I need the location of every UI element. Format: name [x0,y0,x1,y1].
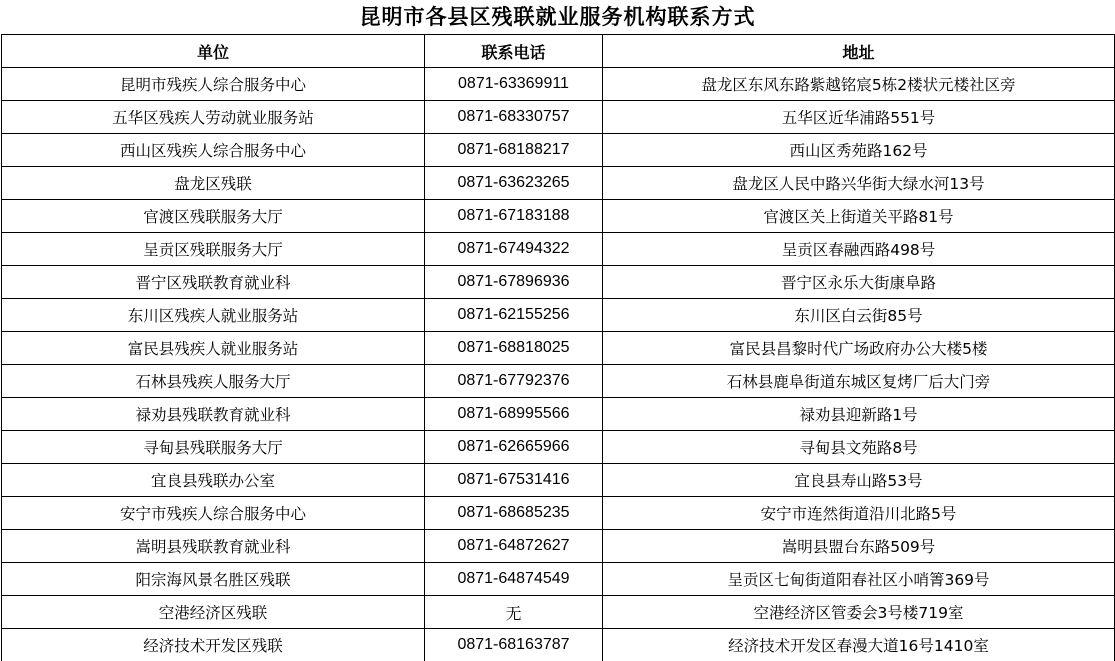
cell-organization: 西山区残疾人综合服务中心 [2,134,425,167]
cell-organization: 富民县残疾人就业服务站 [2,332,425,365]
cell-phone: 无 [425,596,603,629]
table-row [2,497,1115,530]
table-row [2,101,1115,134]
cell-organization: 晋宁区残联教育就业科 [2,266,425,299]
cell-address: 盘龙区东风东路紫越铭宸5栋2楼状元楼社区旁 [603,68,1115,101]
table-row [2,629,1115,661]
cell-address: 宜良县寿山路53号 [603,464,1115,497]
table-row [2,266,1115,299]
cell-address: 富民县昌黎时代广场政府办公大楼5楼 [603,332,1115,365]
cell-phone: 0871-68818025 [425,332,603,365]
cell-address: 五华区近华浦路551号 [603,101,1115,134]
cell-organization: 禄劝县残联教育就业科 [2,398,425,431]
column-header-name: 单位 [2,35,425,68]
cell-address: 东川区白云街85号 [603,299,1115,332]
cell-address: 盘龙区人民中路兴华街大绿水河13号 [603,167,1115,200]
cell-phone: 0871-68685235 [425,497,603,530]
cell-organization: 东川区残疾人就业服务站 [2,299,425,332]
cell-address: 禄劝县迎新路1号 [603,398,1115,431]
cell-organization: 石林县残疾人服务大厅 [2,365,425,398]
cell-address: 西山区秀苑路162号 [603,134,1115,167]
table-row [2,68,1115,101]
table-row [2,563,1115,596]
cell-phone: 0871-67531416 [425,464,603,497]
table-row [2,431,1115,464]
table-row [2,596,1115,629]
table-row [2,530,1115,563]
table-row [2,134,1115,167]
table-row [2,299,1115,332]
cell-phone: 0871-68330757 [425,101,603,134]
table-row [2,233,1115,266]
cell-phone: 0871-63623265 [425,167,603,200]
column-header-phone: 联系电话 [425,35,603,68]
cell-phone: 0871-68188217 [425,134,603,167]
cell-organization: 官渡区残联服务大厅 [2,200,425,233]
cell-phone: 0871-62665966 [425,431,603,464]
cell-phone: 0871-67792376 [425,365,603,398]
cell-organization: 昆明市残疾人综合服务中心 [2,68,425,101]
cell-address: 呈贡区春融西路498号 [603,233,1115,266]
cell-phone: 0871-64874549 [425,563,603,596]
table-row [2,200,1115,233]
cell-address: 官渡区关上街道关平路81号 [603,200,1115,233]
cell-address: 晋宁区永乐大街康阜路 [603,266,1115,299]
cell-address: 安宁市连然街道沿川北路5号 [603,497,1115,530]
cell-organization: 呈贡区残联服务大厅 [2,233,425,266]
table-row [2,365,1115,398]
contacts-table [1,34,1115,661]
cell-organization: 盘龙区残联 [2,167,425,200]
cell-organization: 寻甸县残联服务大厅 [2,431,425,464]
cell-address: 空港经济区管委会3号楼719室 [603,596,1115,629]
cell-phone: 0871-67896936 [425,266,603,299]
cell-address: 呈贡区七甸街道阳春社区小哨箐369号 [603,563,1115,596]
table-row [2,332,1115,365]
table-body [2,68,1115,661]
cell-phone: 0871-64872627 [425,530,603,563]
cell-phone: 0871-67494322 [425,233,603,266]
cell-organization: 经济技术开发区残联 [2,629,425,661]
cell-phone: 0871-63369911 [425,68,603,101]
cell-organization: 阳宗海风景名胜区残联 [2,563,425,596]
cell-phone: 0871-62155256 [425,299,603,332]
cell-organization: 空港经济区残联 [2,596,425,629]
cell-address: 石林县鹿阜街道东城区复烤厂后大门旁 [603,365,1115,398]
cell-address: 经济技术开发区春漫大道16号1410室 [603,629,1115,661]
cell-phone: 0871-68995566 [425,398,603,431]
cell-address: 嵩明县盟台东路509号 [603,530,1115,563]
cell-phone: 0871-68163787 [425,629,603,661]
table-row [2,167,1115,200]
table-row [2,464,1115,497]
table-row [2,398,1115,431]
cell-organization: 五华区残疾人劳动就业服务站 [2,101,425,134]
sheet-title: 昆明市各县区残联就业服务机构联系方式 [359,4,756,29]
cell-address: 寻甸县文苑路8号 [603,431,1115,464]
cell-organization: 安宁市残疾人综合服务中心 [2,497,425,530]
cell-organization: 宜良县残联办公室 [2,464,425,497]
cell-phone: 0871-67183188 [425,200,603,233]
header-row [2,35,1115,68]
cell-organization: 嵩明县残联教育就业科 [2,530,425,563]
column-header-address: 地址 [603,35,1115,68]
